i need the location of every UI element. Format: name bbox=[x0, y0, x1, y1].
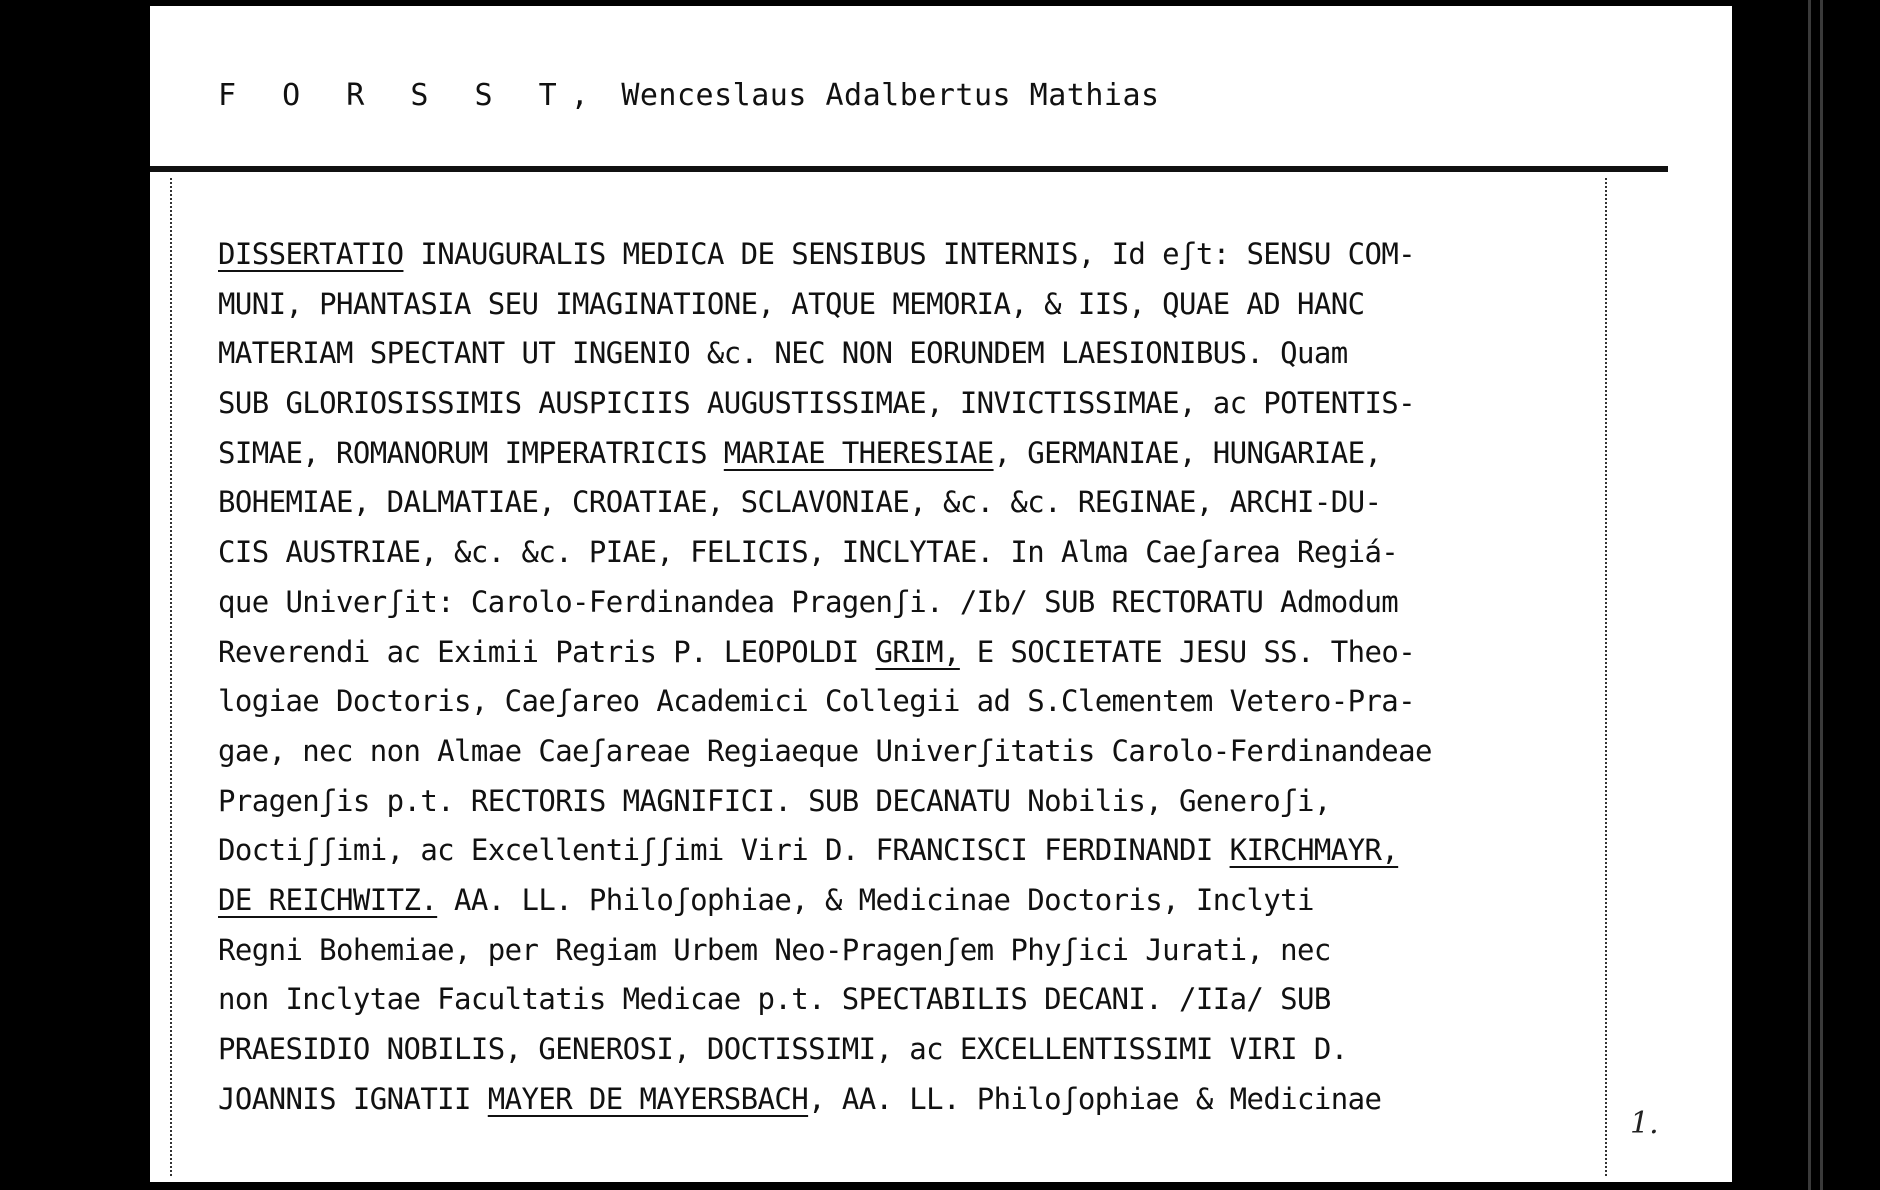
underlined-segment: KIRCHMAYR, bbox=[1229, 833, 1399, 868]
text-segment: Reverendi ac Eximii Patris P. LEOPOLDI bbox=[218, 634, 876, 669]
text-line bbox=[218, 478, 1608, 528]
text-segment: JOANNIS IGNATII bbox=[218, 1081, 488, 1116]
text-segment: AA. LL. Philoʃophiae, & Medicinae Doctoris, Inclyti bbox=[437, 882, 1314, 917]
text-line bbox=[218, 975, 1608, 1025]
author-name bbox=[218, 78, 1160, 113]
text-segment: logiae Doctoris, Caeʃareo Academici Collegii ad S.Clementem Vetero-Pra- bbox=[218, 684, 1416, 719]
text-segment: MUNI, PHANTASIA SEU IMAGINATIONE, ATQUE MEMORIA, & IIS, QUAE AD HANC bbox=[218, 286, 1365, 321]
text-segment: non Inclytae Facultatis Medicae p.t. SPECTABILIS DECANI. /IIa/ SUB bbox=[218, 982, 1331, 1017]
page-number: 1. bbox=[1630, 1106, 1659, 1141]
text-segment: Pragenʃis p.t. RECTORIS MAGNIFICI. SUB DECANATU Nobilis, Generoʃi, bbox=[218, 783, 1331, 818]
author-given-names: Wenceslaus Adalbertus Mathias bbox=[621, 78, 1160, 113]
text-segment: , AA. LL. Philoʃophiae & Medicinae bbox=[808, 1081, 1382, 1116]
text-segment: E SOCIETATE JESU SS. Theo- bbox=[959, 634, 1416, 669]
text-line bbox=[218, 280, 1608, 330]
text-segment: gae, nec non Almae Caeʃareae Regiaeque Univerʃitatis Carolo-Ferdinandeae bbox=[218, 733, 1432, 768]
text-line bbox=[218, 1025, 1608, 1075]
header-rule bbox=[150, 166, 1668, 172]
text-line bbox=[218, 628, 1608, 678]
text-segment: Doctiʃʃimi, ac Excellentiʃʃimi Viri D. FRANCISCI FERDINANDI bbox=[218, 833, 1230, 868]
text-line bbox=[218, 826, 1608, 876]
underlined-segment: GRIM, bbox=[875, 634, 960, 669]
card-header bbox=[150, 6, 1732, 166]
text-line bbox=[218, 777, 1608, 827]
underlined-segment: DE REICHWITZ. bbox=[218, 882, 438, 917]
left-margin-line bbox=[170, 178, 172, 1176]
text-line bbox=[218, 727, 1608, 777]
text-line bbox=[218, 379, 1608, 429]
text-line bbox=[218, 926, 1608, 976]
right-edge-line-2 bbox=[1820, 0, 1823, 1190]
text-segment: que Univerʃit: Carolo-Ferdinandea Pragenʃi. /Ib/ SUB RECTORATU Admodum bbox=[218, 584, 1399, 619]
text-line bbox=[218, 677, 1608, 727]
text-segment: MATERIAM SPECTANT UT INGENIO &c. NEC NON EORUNDEM LAESIONIBUS. Quam bbox=[218, 336, 1348, 371]
text-segment: SIMAE, ROMANORUM IMPERATRICIS bbox=[218, 435, 724, 470]
text-segment: Regni Bohemiae, per Regiam Urbem Neo-Pragenʃem Phyʃici Jurati, nec bbox=[218, 932, 1331, 967]
right-edge-line bbox=[1808, 0, 1811, 1190]
underlined-segment: MARIAE THERESIAE bbox=[723, 435, 994, 470]
text-line bbox=[218, 1075, 1608, 1125]
catalog-card bbox=[150, 6, 1732, 1182]
text-line bbox=[218, 329, 1608, 379]
text-segment: SUB GLORIOSISSIMIS AUSPICIIS AUGUSTISSIMAE, INVICTISSIMAE, ac POTENTIS- bbox=[218, 386, 1416, 421]
text-segment: BOHEMIAE, DALMATIAE, CROATIAE, SCLAVONIAE, &c. &c. REGINAE, ARCHI-DU- bbox=[218, 485, 1382, 520]
author-surname: F O R S S T, bbox=[218, 78, 603, 113]
dissertation-text bbox=[218, 230, 1608, 1124]
text-line bbox=[218, 578, 1608, 628]
text-line bbox=[218, 876, 1608, 926]
underlined-segment: DISSERTATIO bbox=[218, 237, 404, 271]
text-segment: CIS AUSTRIAE, &c. &c. PIAE, FELICIS, INCLYTAE. In Alma Caeʃarea Regiá- bbox=[218, 535, 1399, 570]
underlined-segment: MAYER DE MAYERSBACH bbox=[487, 1081, 809, 1116]
text-line bbox=[218, 528, 1608, 578]
text-segment: INAUGURALIS MEDICA DE SENSIBUS INTERNIS, Id eʃt: SENSU COM- bbox=[403, 237, 1416, 271]
text-segment: PRAESIDIO NOBILIS, GENEROSI, DOCTISSIMI, ac EXCELLENTISSIMI VIRI D. bbox=[218, 1032, 1348, 1066]
left-border bbox=[0, 0, 150, 1190]
text-line bbox=[218, 230, 1608, 280]
text-line bbox=[218, 429, 1608, 479]
text-segment: , GERMANIAE, HUNGARIAE, bbox=[993, 435, 1382, 470]
